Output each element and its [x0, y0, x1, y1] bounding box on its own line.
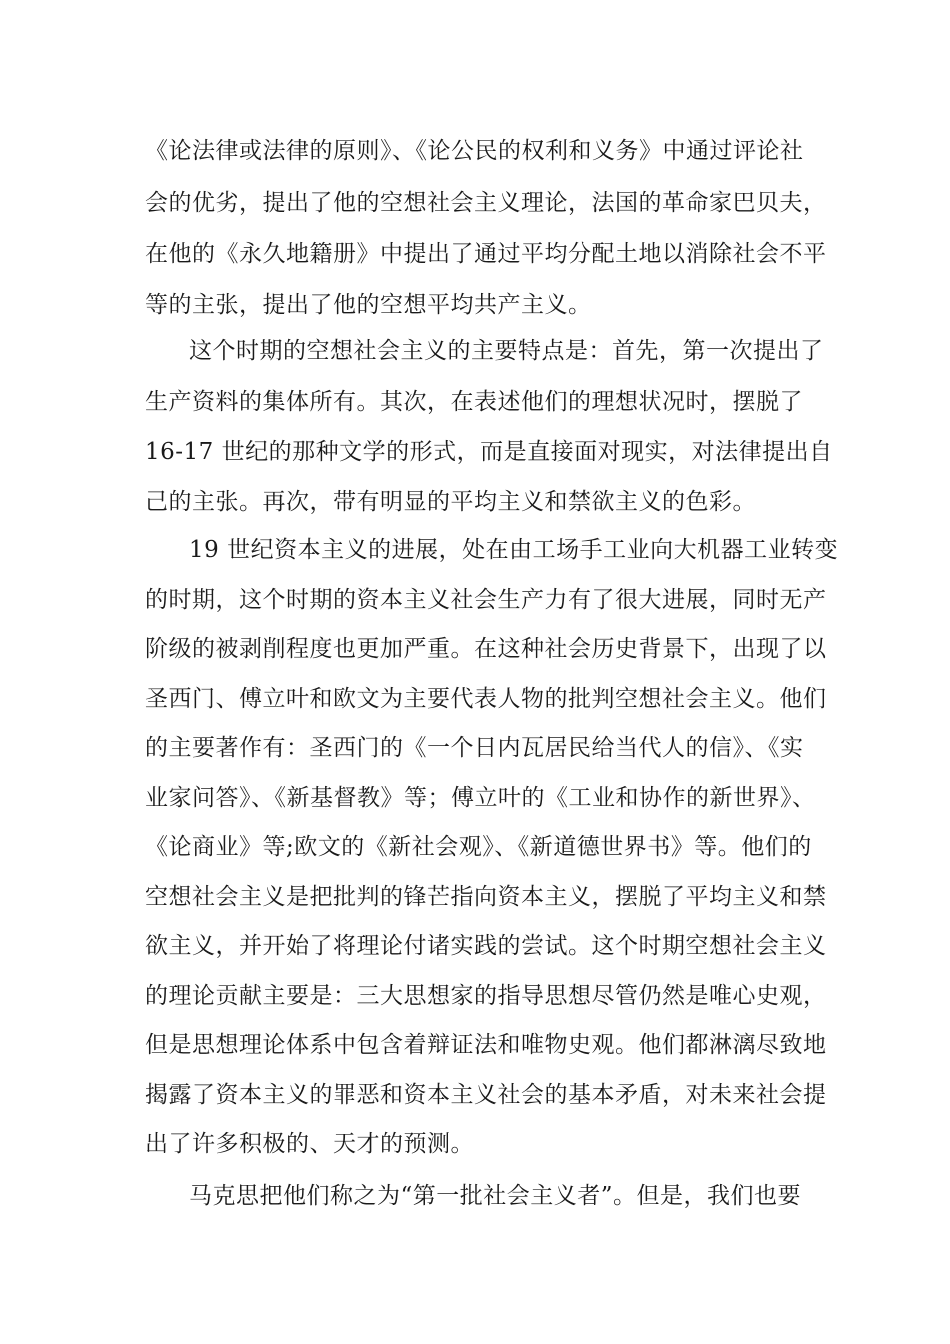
text-line-11: 阶级的被剥削程度也更加严重。在这种社会历史背景下，出现了以	[145, 636, 827, 662]
text-line-22: 马克思把他们称之为“第一批社会主义者”。但是，我们也要	[189, 1183, 802, 1209]
text-line-10: 的时期，这个时期的资本主义社会生产力有了很大进展，同时无产	[145, 587, 827, 613]
text-line-8: 己的主张。再次，带有明显的平均主义和禁欲主义的色彩。	[145, 489, 756, 515]
text-line-17: 欲主义，并开始了将理论付诸实践的尝试。这个时期空想社会主义	[145, 933, 827, 959]
text-line-18: 的理论贡献主要是：三大思想家的指导思想尽管仍然是唯心史观，	[145, 983, 827, 1009]
text-line-15: 《论商业》等;欧文的《新社会观》、《新道德世界书》等。他们的	[145, 834, 812, 860]
text-line-1: 《论法律或法律的原则》、《论公民的权利和义务》中通过评论社	[145, 138, 804, 164]
text-line-21: 出了许多积极的、天才的预测。	[145, 1131, 474, 1157]
text-line-3: 在他的《永久地籍册》中提出了通过平均分配土地以消除社会不平	[145, 241, 827, 267]
text-line-5: 这个时期的空想社会主义的主要特点是：首先，第一次提出了	[189, 338, 824, 364]
text-line-13: 的主要著作有：圣西门的《一个日内瓦居民给当代人的信》、《实	[145, 735, 804, 761]
text-line-16: 空想社会主义是把批判的锋芒指向资本主义，摆脱了平均主义和禁	[145, 884, 827, 910]
text-line-7: 16-17 世纪的那种文学的形式，而是直接面对现实，对法律提出自	[145, 439, 833, 465]
text-line-20: 揭露了资本主义的罪恶和资本主义社会的基本矛盾，对未来社会提	[145, 1082, 827, 1108]
text-line-14: 业家问答》、《新基督教》等；傅立叶的《工业和协作的新世界》、	[145, 785, 816, 811]
text-line-19: 但是思想理论体系中包含着辩证法和唯物史观。他们都淋漓尽致地	[145, 1032, 827, 1058]
text-line-4: 等的主张，提出了他的空想平均共产主义。	[145, 292, 592, 318]
text-line-2: 会的优劣，提出了他的空想社会主义理论，法国的革命家巴贝夫，	[145, 190, 827, 216]
text-line-6: 生产资料的集体所有。其次，在表述他们的理想状况时，摆脱了	[145, 389, 803, 415]
text-line-9: 19 世纪资本主义的进展，处在由工场手工业向大机器工业转变	[189, 537, 839, 563]
text-line-12: 圣西门、傅立叶和欧文为主要代表人物的批判空想社会主义。他们	[145, 686, 827, 712]
